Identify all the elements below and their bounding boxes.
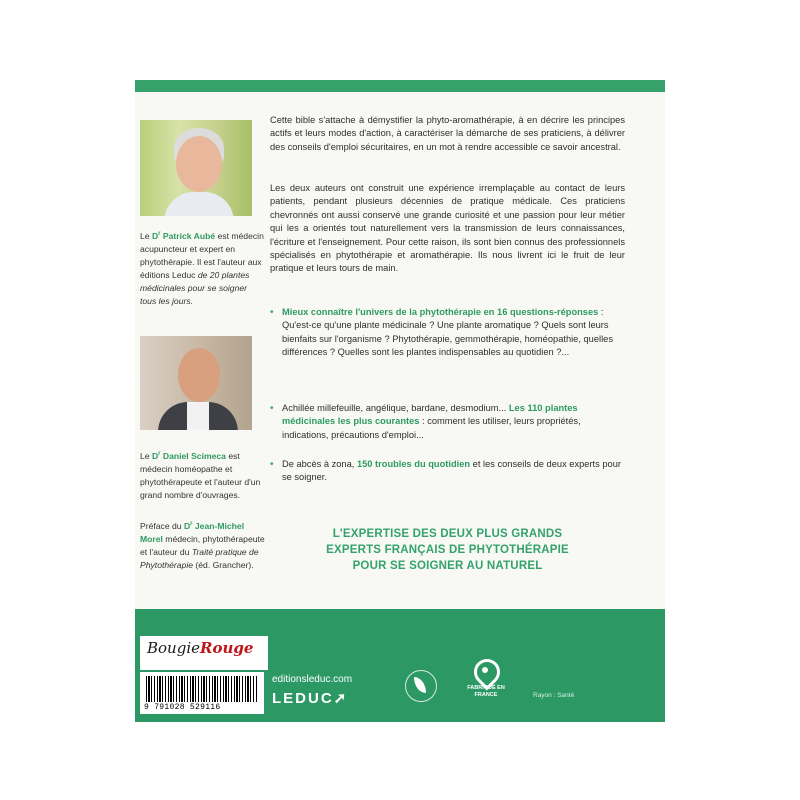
book-back-cover (135, 80, 665, 722)
fabrique-label: FABRIQUÉ EN FRANCE (467, 685, 505, 698)
barcode (140, 672, 264, 714)
publisher-brand: LEDUC➚ (272, 690, 349, 707)
authors-paragraph: Les deux auteurs ont construit une expérience irremplaçable au contact de leurs patients, pendant plusieurs décennies de pratique médicale. Ces praticiens chevronnés ont aussi conservé une grande curiosité et une passion pour leur métier qui les a orientés tout naturellement vers la transmission de leurs connaissances, l'écriture et l'enseignement. Pour cette raison, ils sont bien connus des professionnels spécialisés en phytothérapie et aromathérapie. Ils nous livrent ici le fruit de leur pratique et leurs tours de main. (270, 183, 625, 274)
publisher-website: editionsleduc.com (272, 674, 353, 685)
barcode-bars (146, 676, 258, 702)
arrow-icon: ➚ (333, 690, 349, 707)
author2-bio: Le $D^r$ Daniel Scimeca est médecin homéopathe et phytothérapeute et l'auteur d'un grand nombre d'ouvrages. (140, 450, 261, 500)
author2-photo (140, 336, 252, 430)
intro-paragraph: Cette bible s'attache à démystifier la phyto-aromathérapie, à en décrire les principes actifs et leurs modes d'action, à caractériser la démarche de ses praticiens, à délivrer des conseils d'emploi sécuritaires, en un mot à rendre accessible ce savoir ancestral. (270, 115, 625, 152)
barcode-number: 9 791028 529116 (144, 703, 221, 712)
bullet-item: • De abcès à zona, 150 troubles du quotidien et les conseils de deux experts pour se soigner. (270, 459, 621, 483)
author1-photo (140, 120, 252, 216)
tagline: L'EXPERTISE DES DEUX PLUS GRANDS EXPERTS FRANÇAIS DE PHYTOTHÉRAPIE POUR SE SOIGNER AU NATUREL (326, 528, 569, 572)
preface-note: Préface du $D^r$ Jean-Michel Morel médecin, phytothérapeute et l'auteur du Traité pratique de Phytothérapie (éd. Grancher). (140, 520, 265, 570)
bullet-item: • Mieux connaître l'univers de la phytothérapie en 16 questions-réponses : Qu'est-ce qu'une plante médicinale ? Une plante aromatique ? Quels sont leurs bienfaits sur l'organisme ? Phytothérapie, gemmothérapie, homéopathie, quelles différences ? Quelles sont les plantes indispensables au quotidien ?... (270, 307, 613, 358)
author1-bio: Le $D^r$ Patrick Aubé est médecin acupuncteur et expert en phytothérapie. Il est l'auteur aux éditions Leduc de 20 plantes médicinales pour se soigner tous les jours. (140, 230, 264, 306)
bullet-dot-icon: • (270, 403, 274, 414)
top-green-stripe (135, 80, 665, 92)
rayon-label: Rayon : Santé (533, 692, 575, 699)
bullet-dot-icon: • (270, 459, 274, 470)
store-logo: BougieRouge (147, 639, 254, 657)
bullet-dot-icon: • (270, 307, 274, 318)
bullet-item: • Achillée millefeuille, angélique, bardane, desmodium... Les 110 plantes médicinales les plus courantes : comment les utiliser, leurs propriétés, indications, précautions d'emploi... (270, 403, 581, 440)
